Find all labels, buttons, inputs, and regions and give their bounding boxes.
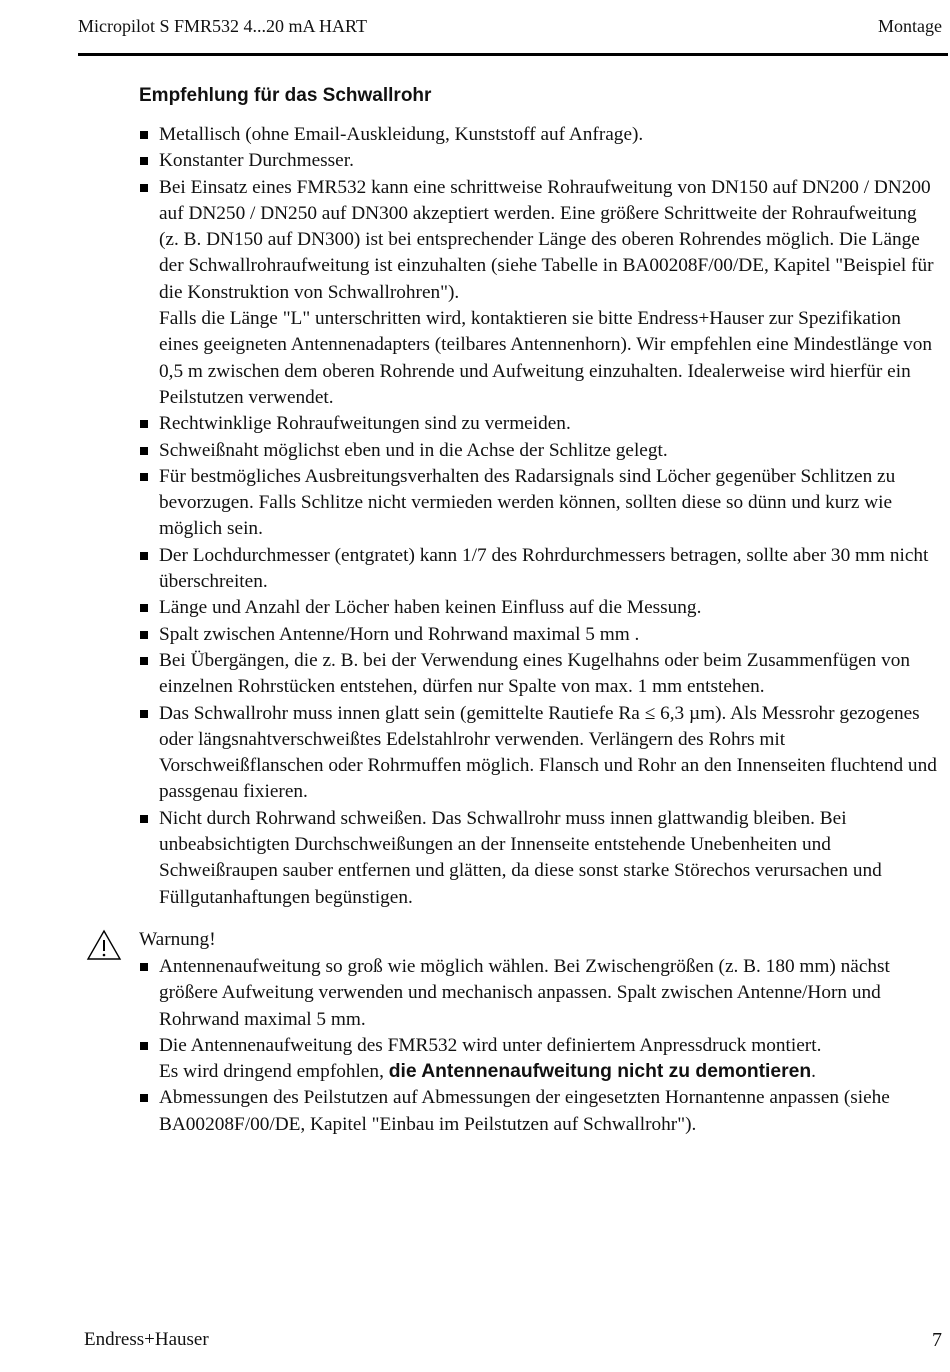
- list-item: Bei Einsatz eines FMR532 kann eine schrittweise Rohraufweitung von DN150 auf DN200 / DN200 auf DN250 / DN250 auf DN300 akzeptiert werden. Eine größere Schrittweite der Rohraufweitung (z. B. DN150 auf DN300) ist bei entsprechender Länge des oberen Rohrendes möglich. Die Länge der Schwallrohraufweitung ist einzuhalten (siehe Tabelle in BA00208F/00/DE, Kapitel "Beispiel für die Konstruktion von Schwallrohren"). Falls die Länge "L" unterschritten wird, kontaktieren sie bitte Endress+Hauser zur Spezifikation eines geeigneten Antennenadapters (teilbares Antennenhorn). Wir empfehlen eine Mindestlänge von 0,5 m zwischen dem oberen Rohrende und Aufweitung einzuhalten. Idealerweise wird hierfür ein Peilstutzen verwendet.: [139, 175, 939, 412]
- header-divider: [78, 53, 948, 56]
- list-item: Die Antennenaufweitung des FMR532 wird unter definiertem Anpressdruck montiert. Es wird dringend empfohlen, die Antennenaufweitung nicht zu demontieren.: [139, 1033, 939, 1086]
- recommendation-list: [139, 122, 939, 911]
- bullet-icon: [140, 1042, 148, 1050]
- bullet-icon: [140, 657, 148, 665]
- bullet-icon: [140, 157, 148, 165]
- document-title: Micropilot S FMR532 4...20 mA HART: [78, 16, 367, 36]
- page-number: 7: [932, 1329, 942, 1351]
- list-item: Antennenaufweitung so groß wie möglich wählen. Bei Zwischengrößen (z. B. 180 mm) nächst größere Aufweitung verwenden und mechanisch anpassen. Spalt zwischen Antenne/Horn und Rohrwand maximal 5 mm.: [139, 954, 939, 1033]
- bullet-icon: [140, 552, 148, 560]
- section-title: Empfehlung für das Schwallrohr: [139, 85, 432, 106]
- list-item: Rechtwinklige Rohraufweitungen sind zu vermeiden.: [139, 411, 939, 437]
- warning-triangle-icon: [86, 929, 122, 961]
- bullet-icon: [140, 631, 148, 639]
- bullet-icon: [140, 473, 148, 481]
- list-item: Bei Übergängen, die z. B. bei der Verwendung eines Kugelhahns oder beim Zusammenfügen von einzelnen Rohrstücken entstehen, dürfen nur Spalte von max. 1 mm entstehen.: [139, 648, 939, 701]
- list-item: Länge und Anzahl der Löcher haben keinen Einfluss auf die Messung.: [139, 595, 939, 621]
- list-item: Metallisch (ohne Email-Auskleidung, Kunststoff auf Anfrage).: [139, 122, 939, 148]
- list-item: Abmessungen des Peilstutzen auf Abmessungen der eingesetzten Hornantenne anpassen (siehe BA00208F/00/DE, Kapitel "Einbau im Peilstutzen auf Schwallrohr").: [139, 1085, 939, 1138]
- emphasis-text: die Antennenaufweitung nicht zu demontieren: [388, 1061, 812, 1083]
- list-item: Schweißnaht möglichst eben und in die Achse der Schlitze gelegt.: [139, 438, 939, 464]
- warning-list: [139, 954, 939, 1138]
- bullet-icon: [140, 963, 148, 971]
- bullet-icon: [140, 1094, 148, 1102]
- bullet-icon: [140, 710, 148, 718]
- chapter-title: Montage: [878, 16, 942, 36]
- bullet-icon: [140, 604, 148, 612]
- list-item: Das Schwallrohr muss innen glatt sein (gemittelte Rautiefe Ra ≤ 6,3 µm). Als Messrohr gezogenes oder längsnahtverschweißtes Edelstahlrohr verwenden. Verlängern des Rohrs mit Vorschweißflanschen oder Rohrmuffen möglich. Flansch und Rohr an den Innenseiten fluchtend und passgenau fixieren.: [139, 701, 939, 806]
- list-item: Der Lochdurchmesser (entgratet) kann 1/7 des Rohrdurchmessers betragen, sollte aber 30 mm nicht überschreiten.: [139, 543, 939, 596]
- bullet-icon: [140, 420, 148, 428]
- bullet-icon: [140, 184, 148, 192]
- list-item: Spalt zwischen Antenne/Horn und Rohrwand maximal 5 mm .: [139, 622, 939, 648]
- bullet-icon: [140, 447, 148, 455]
- bullet-icon: [140, 131, 148, 139]
- warning-title: Warnung!: [139, 929, 216, 950]
- list-item: Konstanter Durchmesser.: [139, 148, 939, 174]
- bullet-icon: [140, 815, 148, 823]
- list-item: Nicht durch Rohrwand schweißen. Das Schwallrohr muss innen glattwandig bleiben. Bei unbeabsichtigten Durchschweißungen an der Innenseite entstehende Unebenheiten und Schweißraupen sauber entfernen und glätten, da diese sonst starke Störechos verursachen und Füllgutanhaftungen begünstigen.: [139, 806, 939, 911]
- footer-brand: Endress+Hauser: [84, 1329, 209, 1350]
- list-item: Für bestmögliches Ausbreitungsverhalten des Radarsignals sind Löcher gegenüber Schlitzen zu bevorzugen. Falls Schlitze nicht vermieden werden können, sollten diese so dünn und kurz wie möglich sein.: [139, 464, 939, 543]
